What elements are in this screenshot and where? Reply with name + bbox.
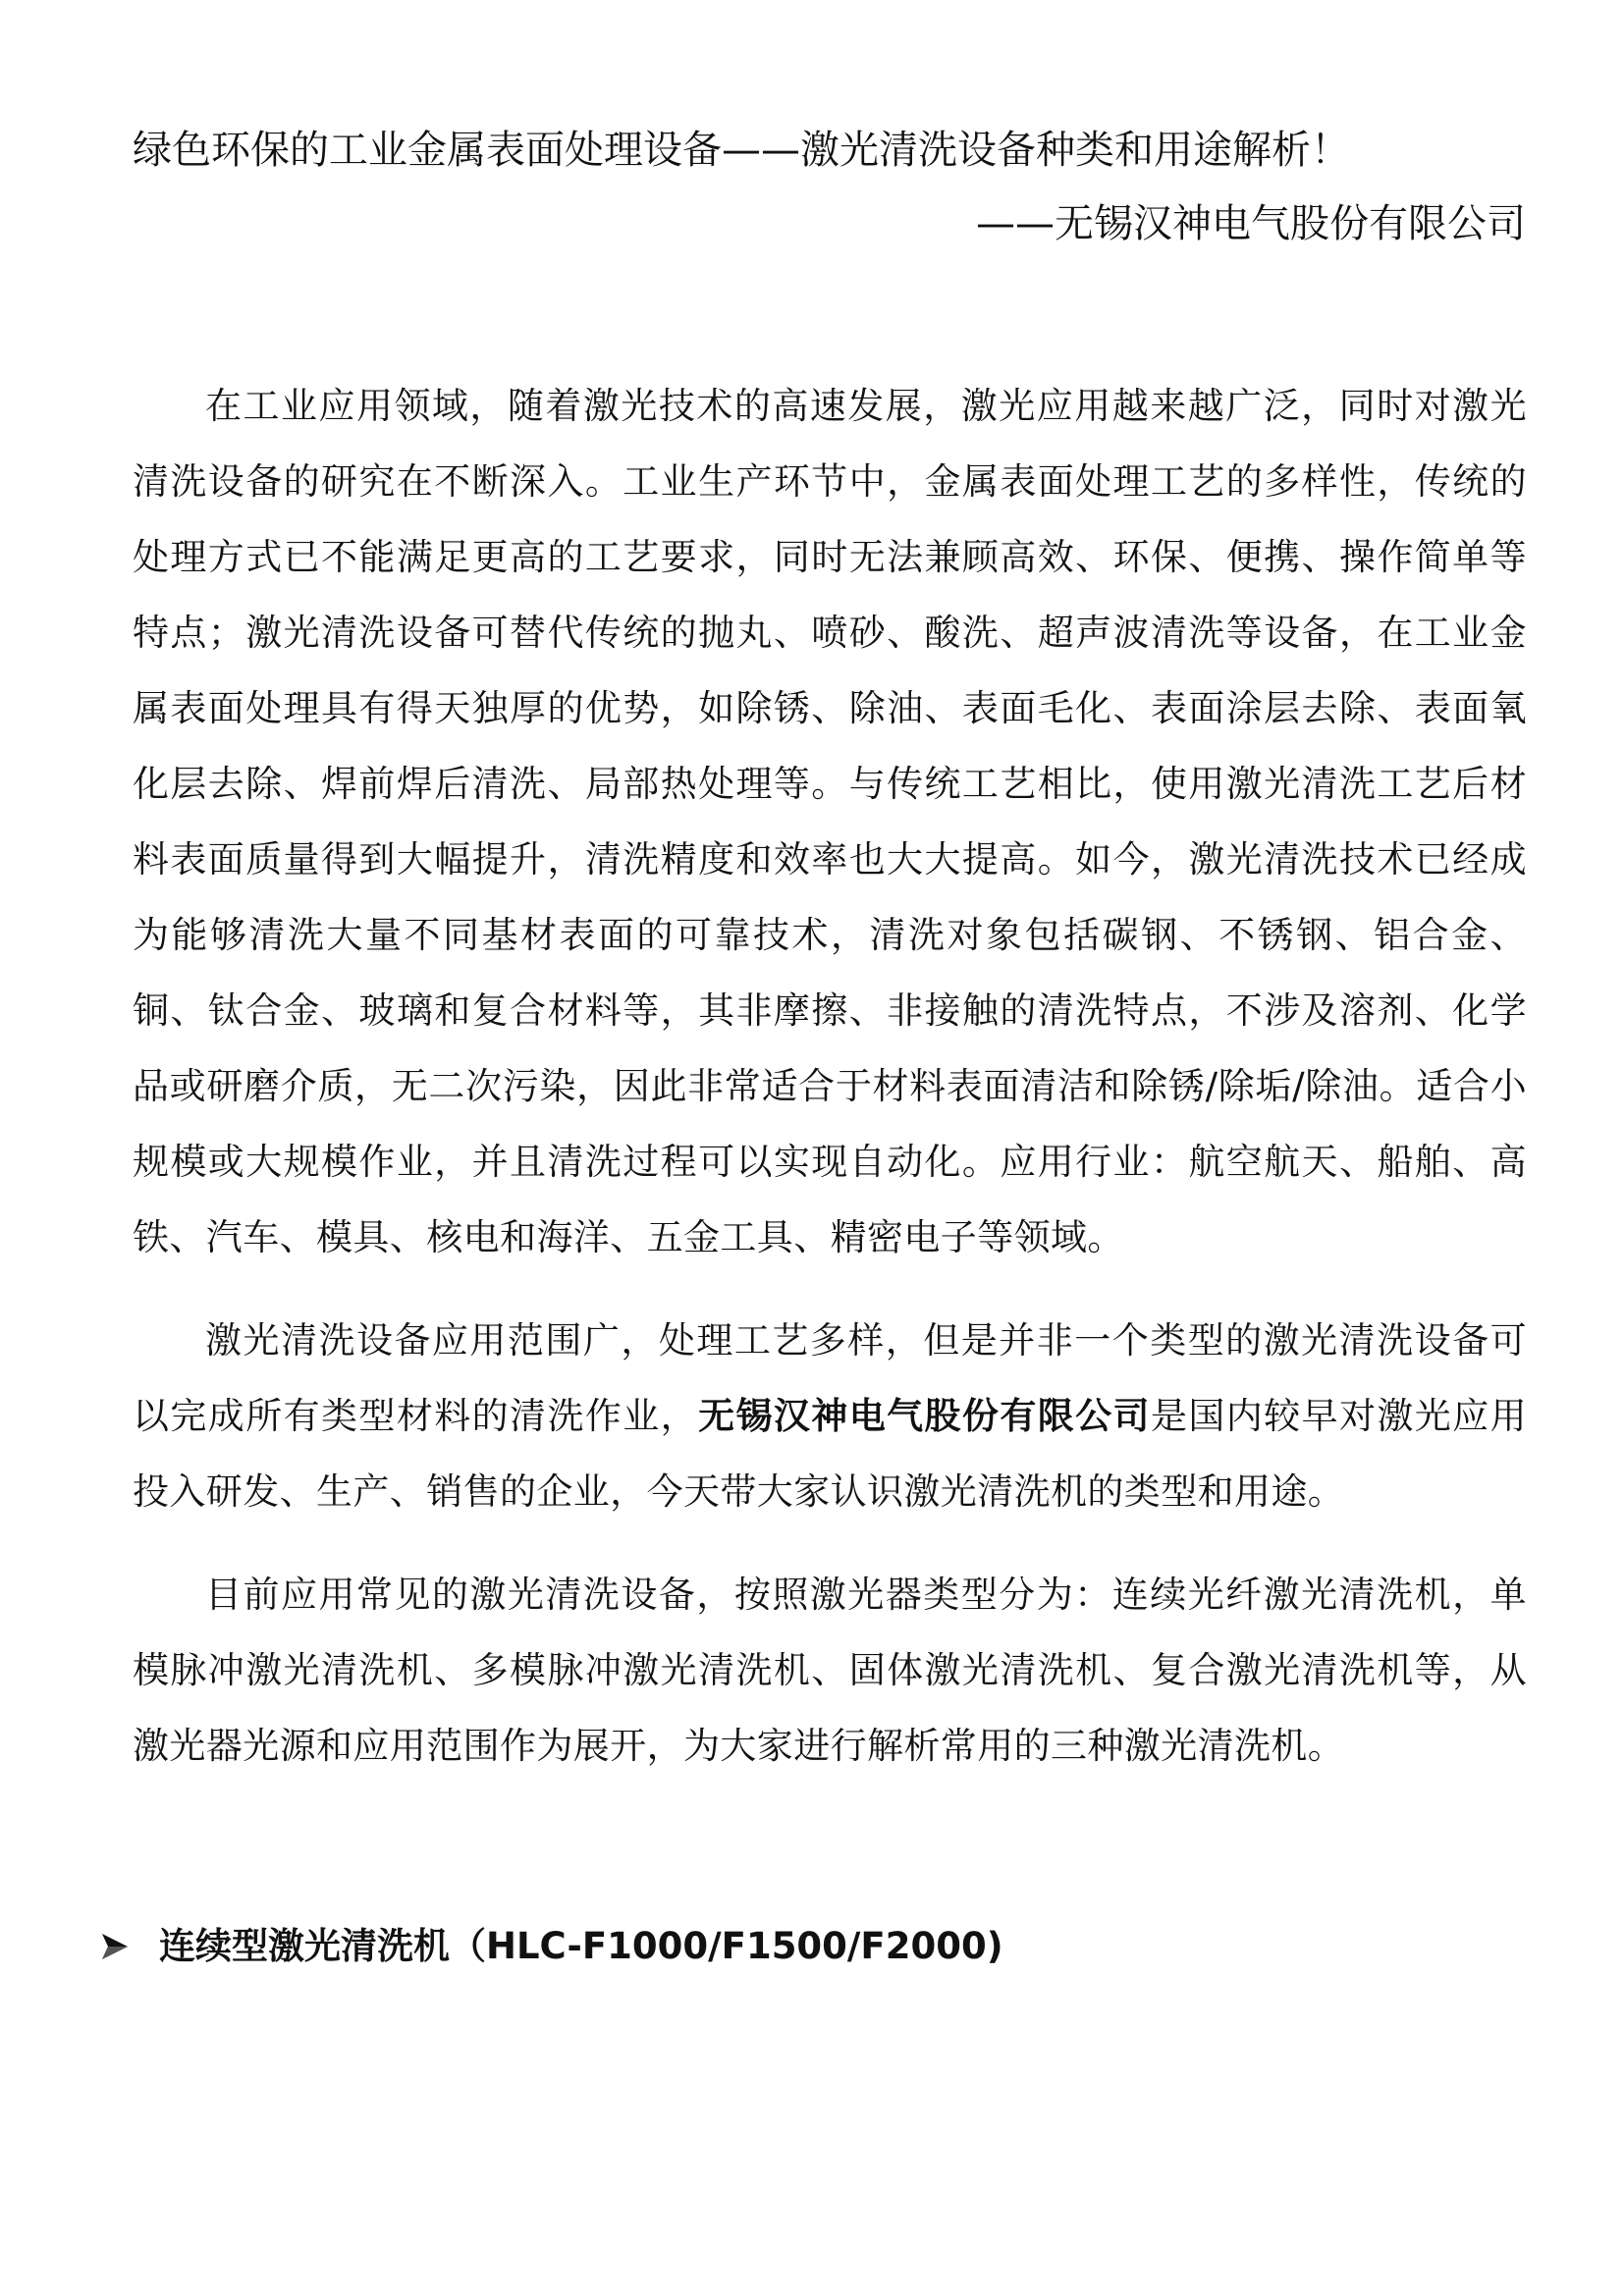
arrow-right-icon [98, 1930, 132, 1963]
paragraph-company [133, 1303, 1527, 1529]
document-title: 绿色环保的工业金属表面处理设备——激光清洗设备种类和用途解析！ [133, 128, 1350, 173]
document-body [133, 368, 1527, 1811]
company-name: 无锡汉神电气股份有限公司 [698, 1395, 1151, 1437]
paragraph-company-end: 是国内较早对激光应用投入研发、生产、销售的企业，今天带大家认识激光清洗机的类型和用途。 [133, 1395, 1527, 1513]
section-heading [98, 1919, 1003, 1974]
paragraph-company-start: 激光清洗设备应用范围广，处理工艺多样，但是并非一个类型的激光清洗设备可以完成所有类型材料的清洗作业， [133, 1319, 1527, 1437]
paragraph-types: 目前应用常见的激光清洗设备，按照激光器类型分为：连续光纤激光清洗机，单模脉冲激光清洗机、多模脉冲激光清洗机、固体激光清洗机、复合激光清洗机等，从激光器光源和应用范围作为展开，为大家进行解析常用的三种激光清洗机。 [133, 1574, 1527, 1767]
section-heading-text: 连续型激光清洗机（HLC-F1000/F1500/F2000) [159, 1925, 1003, 1967]
document-author: ——无锡汉神电气股份有限公司 [976, 201, 1526, 246]
paragraph-intro: 在工业应用领域，随着激光技术的高速发展，激光应用越来越广泛，同时对激光清洗设备的研究在不断深入。工业生产环节中，金属表面处理工艺的多样性，传统的处理方式已不能满足更高的工艺要求，同时无法兼顾高效、环保、便携、操作简单等特点；激光清洗设备可替代传统的抛丸、喷砂、酸洗、超声波清洗等设备，在工业金属表面处理具有得天独厚的优势，如除锈、除油、表面毛化、表面涂层去除、表面氧化层去除、焊前焊后清洗、局部热处理等。与传统工艺相比，使用激光清洗工艺后材料表面质量得到大幅提升，清洗精度和效率也大大提高。如今，激光清洗技术已经成为能够清洗大量不同基材表面的可靠技术，清洗对象包括碳钢、不锈钢、铝合金、铜、钛合金、玻璃和复合材料等，其非摩擦、非接触的清洗特点，不涉及溶剂、化学品或研磨介质，无二次污染，因此非常适合于材料表面清洁和除锈/除垢/除油。适合小规模或大规模作业，并且清洗过程可以实现自动化。应用行业：航空航天、船舶、高铁、汽车、模具、核电和海洋、五金工具、精密电子等领域。 [133, 385, 1527, 1258]
